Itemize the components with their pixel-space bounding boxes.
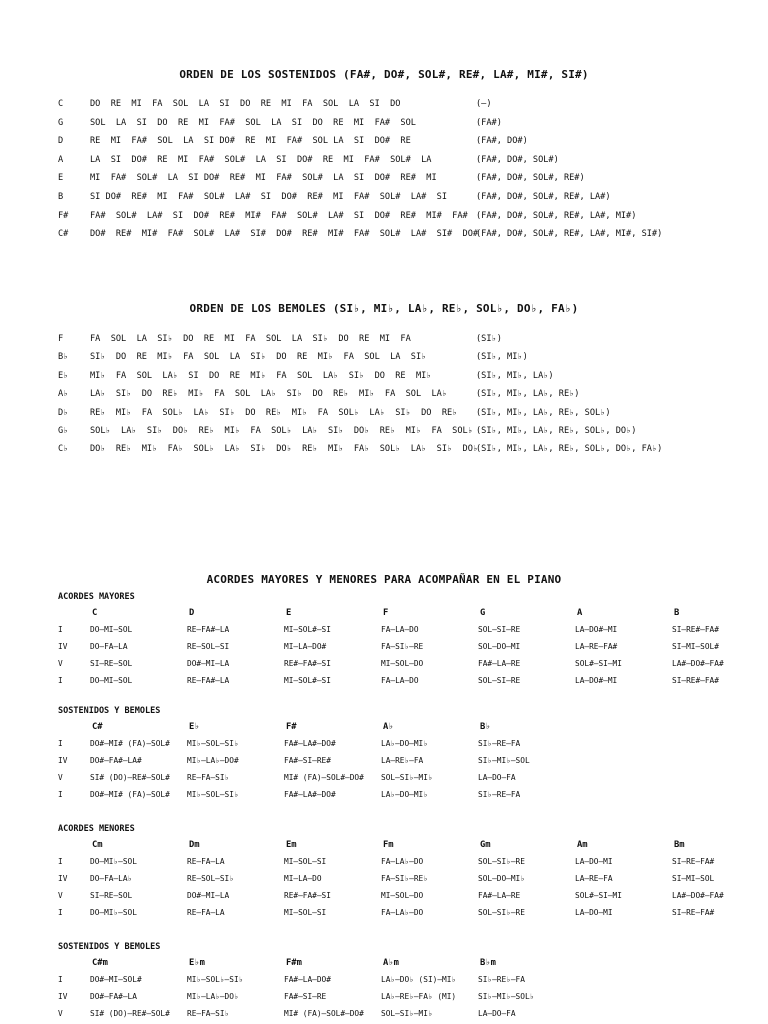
key-label: E	[58, 173, 64, 184]
scale-notes: LA SI DO# RE MI FA# SOL# LA SI DO# RE MI FA# SOL# LA	[90, 154, 432, 165]
chord-key-header: C	[92, 608, 98, 618]
key-label: A	[58, 154, 64, 165]
chord-notes: MI–SOL#–SI	[284, 625, 331, 634]
key-label: C♭	[58, 444, 69, 455]
chord-notes: RE–SOL–SI♭	[187, 874, 234, 883]
chord-notes: MI# (FA)–SOL#–DO#	[284, 1009, 364, 1018]
chord-notes: DO#–MI# (FA)–SOL#	[90, 739, 170, 748]
chord-notes: MI–SOL–DO	[381, 891, 424, 900]
chord-key-header: F#m	[286, 958, 302, 968]
chord-notes: FA#–LA#–DO#	[284, 790, 336, 799]
chord-notes: LA–DO#–MI	[575, 625, 618, 634]
key-label: B	[58, 192, 64, 202]
chord-notes: LA♭–DO♭ (SI)–MI♭	[381, 975, 457, 984]
accidentals-list: (SI♭, MI♭, LA♭)	[476, 370, 554, 381]
chord-key-header: Fm	[383, 840, 394, 850]
chord-key-header: C#	[92, 722, 103, 732]
scale-row	[0, 426, 768, 443]
chord-notes: MI–SOL–SI	[284, 908, 327, 917]
scale-row	[0, 408, 768, 425]
scale-row	[0, 371, 768, 388]
scale-row	[0, 444, 768, 461]
chord-key-header: Bm	[674, 840, 685, 850]
chord-notes: RE–FA#–LA	[187, 676, 230, 685]
chord-key-header: Gm	[480, 840, 491, 850]
chord-notes: DO#–MI–LA	[187, 659, 230, 668]
scale-notes: DO# RE# MI# FA# SOL# LA# SI# DO# RE# MI# FA# SOL# LA# SI# DO#	[90, 229, 479, 240]
chord-notes: SI–RE–SOL	[90, 891, 133, 900]
chord-notes: MI♭–SOL–SI♭	[187, 739, 239, 748]
chord-notes: SI–RE#–FA#	[672, 676, 719, 685]
degree-label: I	[58, 625, 63, 634]
degree-label: V	[58, 891, 63, 900]
chord-notes: SOL#–SI–MI	[575, 659, 622, 668]
scale-row	[0, 352, 768, 369]
chord-notes: FA#–SI–RE	[284, 992, 327, 1001]
chord-notes: SOL–DO–MI	[478, 642, 521, 651]
chord-notes: SI♭–RE–FA	[478, 790, 521, 799]
accidentals-list: (FA#, DO#, SOL#, RE#, LA#, MI#, SI#)	[476, 229, 663, 240]
scale-row	[0, 99, 768, 116]
chord-key-header: Em	[286, 840, 297, 850]
chord-notes: SOL–SI–RE	[478, 676, 521, 685]
chord-notes: MI–SOL–SI	[284, 857, 327, 866]
section-label: ACORDES MAYORES	[58, 592, 135, 602]
chord-key-header: E♭	[189, 722, 200, 732]
section-label: SOSTENIDOS Y BEMOLES	[58, 942, 161, 952]
chord-key-header: F#	[286, 722, 297, 732]
chord-notes: FA#–SI–RE#	[284, 756, 331, 765]
accidentals-list: (FA#, DO#, SOL#, RE#, LA#)	[476, 192, 611, 202]
key-label: F	[58, 334, 64, 344]
degree-label: I	[58, 908, 63, 917]
chord-notes: FA#–LA–RE	[478, 891, 521, 900]
chord-key-header: E♭m	[189, 958, 205, 968]
chord-notes: MI–SOL–DO	[381, 659, 424, 668]
accidentals-list: (–)	[476, 99, 492, 109]
chord-key-header: E	[286, 608, 292, 618]
chord-key-header: B♭m	[480, 958, 496, 968]
scale-row	[0, 229, 768, 246]
chord-key-header: Am	[577, 840, 588, 850]
degree-label: IV	[58, 642, 68, 651]
chord-notes: SI–MI–SOL#	[672, 642, 719, 651]
chord-notes: SI♭–MI♭–SOL	[478, 756, 530, 765]
chord-notes: SI–MI–SOL	[672, 874, 715, 883]
chord-notes: LA–RE♭–FA	[381, 756, 424, 765]
chord-key-header: A♭m	[383, 958, 399, 968]
chord-notes: LA♭–DO–MI♭	[381, 790, 428, 799]
chord-notes: RE–FA–SI♭	[187, 773, 230, 782]
accidentals-list: (FA#, DO#, SOL#)	[476, 154, 559, 165]
flats-title: ORDEN DE LOS BEMOLES (SI♭, MI♭, LA♭, RE♭, SOL♭, DO♭, FA♭)	[189, 302, 579, 315]
accidentals-list: (FA#, DO#, SOL#, RE#)	[476, 173, 585, 184]
chord-notes: RE–FA#–LA	[187, 625, 230, 634]
scale-row	[0, 192, 768, 209]
chord-notes: DO–MI–SOL	[90, 625, 133, 634]
scale-row	[0, 173, 768, 190]
chord-notes: SI–RE–FA#	[672, 908, 715, 917]
accidentals-list: (SI♭, MI♭)	[476, 352, 528, 363]
chord-key-header: F	[383, 608, 389, 618]
scale-row	[0, 334, 768, 351]
scale-notes: MI FA# SOL# LA SI DO# RE# MI FA# SOL# LA SI DO# RE# MI	[90, 173, 437, 184]
chord-notes: DO–FA–LA♭	[90, 874, 133, 883]
chord-notes: DO#–MI–LA	[187, 891, 230, 900]
chord-notes: FA–LA♭–DO	[381, 857, 424, 866]
chord-notes: SI–RE#–FA#	[672, 625, 719, 634]
chord-notes: DO#–MI–SOL#	[90, 975, 142, 984]
chord-key-header: G	[480, 608, 486, 618]
chord-notes: MI♭–LA♭–DO#	[187, 756, 239, 765]
chords-title: ACORDES MAYORES Y MENORES PARA ACOMPAÑAR EN EL PIANO	[206, 573, 562, 586]
degree-label: I	[58, 676, 63, 685]
chord-notes: SI# (DO)–RE#–SOL#	[90, 1009, 170, 1018]
chord-notes: LA♭–DO–MI♭	[381, 739, 428, 748]
chord-notes: RE#–FA#–SI	[284, 659, 331, 668]
chord-notes: SOL–SI♭–RE	[478, 908, 525, 917]
chord-notes: DO#–MI# (FA)–SOL#	[90, 790, 170, 799]
scale-notes: RE MI FA# SOL LA SI DO# RE MI FA# SOL LA SI DO# RE	[90, 136, 411, 147]
key-label: B♭	[58, 352, 69, 363]
chord-key-header: B♭	[480, 722, 491, 732]
chord-notes: DO#–FA#–LA#	[90, 756, 142, 765]
key-label: D	[58, 136, 64, 147]
degree-label: V	[58, 773, 63, 782]
chord-notes: DO–MI♭–SOL	[90, 908, 137, 917]
chord-notes: LA–DO–FA	[478, 773, 516, 782]
scale-notes: LA♭ SI♭ DO RE♭ MI♭ FA SOL LA♭ SI♭ DO RE♭ MI♭ FA SOL LA♭	[90, 389, 447, 400]
accidentals-list: (SI♭, MI♭, LA♭, RE♭, SOL♭, DO♭)	[476, 426, 637, 436]
chord-notes: RE–FA–LA	[187, 857, 225, 866]
scale-notes: RE♭ MI♭ FA SOL♭ LA♭ SI♭ DO RE♭ MI♭ FA SOL♭ LA♭ SI♭ DO RE♭	[90, 407, 458, 418]
chord-notes: FA–LA♭–DO	[381, 908, 424, 917]
chord-notes: SI♭–RE–FA	[478, 739, 521, 748]
scale-notes: FA SOL LA SI♭ DO RE MI FA SOL LA SI♭ DO RE MI FA	[90, 334, 411, 344]
chord-notes: DO#–FA#–LA	[90, 992, 137, 1001]
chord-notes: SOL–DO–MI♭	[478, 874, 525, 883]
chord-notes: DO–FA–LA	[90, 642, 128, 651]
chord-notes: FA#–LA–DO#	[284, 975, 331, 984]
chord-notes: SI–RE–FA#	[672, 857, 715, 866]
chord-notes: LA–RE–FA	[575, 874, 613, 883]
chord-key-header: D	[189, 608, 195, 618]
chord-notes: SI–RE–SOL	[90, 659, 133, 668]
scale-notes: SOL♭ LA♭ SI♭ DO♭ RE♭ MI♭ FA SOL♭ LA♭ SI♭ DO♭ RE♭ MI♭ FA SOL♭	[90, 426, 473, 436]
chord-notes: SOL–SI♭–MI♭	[381, 1009, 433, 1018]
scale-notes: SOL LA SI DO RE MI FA# SOL LA SI DO RE MI FA# SOL	[90, 117, 416, 128]
chord-notes: SOL–SI♭–RE	[478, 857, 525, 866]
chord-notes: SI♭–MI♭–SOL♭	[478, 992, 535, 1001]
key-label: C	[58, 99, 64, 109]
scale-notes: MI♭ FA SOL LA♭ SI DO RE MI♭ FA SOL LA♭ SI♭ DO RE MI♭	[90, 370, 432, 381]
chord-notes: RE–SOL–SI	[187, 642, 230, 651]
chord-notes: MI♭–SOL♭–SI♭	[187, 975, 244, 984]
chord-notes: FA#–LA#–DO#	[284, 739, 336, 748]
accidentals-list: (FA#)	[476, 117, 502, 128]
chord-notes: LA#–DO#–FA#	[672, 659, 724, 668]
chord-key-header: Cm	[92, 840, 103, 850]
degree-label: IV	[58, 874, 68, 883]
accidentals-list: (SI♭, MI♭, LA♭, RE♭, SOL♭, DO♭, FA♭)	[476, 444, 663, 455]
chord-notes: LA#–DO#–FA#	[672, 891, 724, 900]
chord-notes: RE–FA–LA	[187, 908, 225, 917]
chord-notes: MI–LA–DO#	[284, 642, 327, 651]
scale-row	[0, 211, 768, 228]
scale-row	[0, 136, 768, 153]
degree-label: I	[58, 975, 63, 984]
degree-label: V	[58, 1009, 63, 1018]
chord-notes: FA–SI♭–RE♭	[381, 874, 428, 883]
key-label: D♭	[58, 407, 69, 418]
key-label: G♭	[58, 426, 69, 436]
chord-notes: MI♭–LA♭–DO♭	[187, 992, 239, 1001]
chord-notes: RE#–FA#–SI	[284, 891, 331, 900]
accidentals-list: (SI♭, MI♭, LA♭, RE♭, SOL♭)	[476, 407, 611, 418]
section-label: SOSTENIDOS Y BEMOLES	[58, 706, 161, 716]
key-label: E♭	[58, 370, 69, 381]
chord-notes: SI# (DO)–RE#–SOL#	[90, 773, 170, 782]
key-label: A♭	[58, 389, 69, 400]
chord-notes: LA–DO–MI	[575, 908, 613, 917]
scale-notes: SI♭ DO RE MI♭ FA SOL LA SI♭ DO RE MI♭ FA SOL LA SI♭	[90, 352, 427, 363]
scale-notes: DO♭ RE♭ MI♭ FA♭ SOL♭ LA♭ SI♭ DO♭ RE♭ MI♭ FA♭ SOL♭ LA♭ SI♭ DO♭	[90, 444, 479, 455]
chord-notes: LA–DO#–MI	[575, 676, 618, 685]
chord-notes: DO–MI–SOL	[90, 676, 133, 685]
chord-key-header: Dm	[189, 840, 200, 850]
degree-label: V	[58, 659, 63, 668]
scale-notes: SI DO# RE# MI FA# SOL# LA# SI DO# RE# MI FA# SOL# LA# SI	[90, 192, 447, 202]
chord-notes: DO–MI♭–SOL	[90, 857, 137, 866]
accidentals-list: (FA#, DO#, SOL#, RE#, LA#, MI#)	[476, 210, 637, 221]
degree-label: I	[58, 790, 63, 799]
chord-notes: FA#–LA–RE	[478, 659, 521, 668]
chord-notes: SOL–SI–RE	[478, 625, 521, 634]
scale-notes: FA# SOL# LA# SI DO# RE# MI# FA# SOL# LA# SI DO# RE# MI# FA#	[90, 210, 468, 221]
chord-notes: LA–DO–MI	[575, 857, 613, 866]
chord-notes: FA–LA–DO	[381, 676, 419, 685]
degree-label: I	[58, 739, 63, 748]
chord-notes: LA–DO–FA	[478, 1009, 516, 1018]
degree-label: IV	[58, 992, 68, 1001]
key-label: C#	[58, 229, 69, 240]
chord-notes: LA♭–RE♭–FA♭ (MI)	[381, 992, 457, 1001]
chord-notes: MI# (FA)–SOL#–DO#	[284, 773, 364, 782]
scale-row	[0, 389, 768, 406]
section-label: ACORDES MENORES	[58, 824, 135, 834]
chord-notes: MI–SOL#–SI	[284, 676, 331, 685]
chord-notes: FA–LA–DO	[381, 625, 419, 634]
scale-notes: DO RE MI FA SOL LA SI DO RE MI FA SOL LA SI DO	[90, 99, 401, 109]
key-label: G	[58, 117, 64, 128]
chord-key-header: A♭	[383, 722, 394, 732]
degree-label: IV	[58, 756, 68, 765]
key-label: F#	[58, 210, 69, 221]
sharps-title: ORDEN DE LOS SOSTENIDOS (FA#, DO#, SOL#, RE#, LA#, MI#, SI#)	[179, 68, 589, 81]
chord-notes: MI♭–SOL–SI♭	[187, 790, 239, 799]
chord-notes: LA–RE–FA#	[575, 642, 618, 651]
accidentals-list: (SI♭)	[476, 334, 502, 344]
accidentals-list: (SI♭, MI♭, LA♭, RE♭)	[476, 389, 580, 400]
chord-notes: SOL–SI♭–MI♭	[381, 773, 433, 782]
accidentals-list: (FA#, DO#)	[476, 136, 528, 147]
chord-notes: MI–LA–DO	[284, 874, 322, 883]
chord-key-header: B	[674, 608, 680, 618]
chord-notes: RE–FA–SI♭	[187, 1009, 230, 1018]
degree-label: I	[58, 857, 63, 866]
chord-notes: SI♭–RE♭–FA	[478, 975, 525, 984]
chord-key-header: A	[577, 608, 583, 618]
scale-row	[0, 155, 768, 172]
chord-notes: FA–SI♭–RE	[381, 642, 424, 651]
chord-notes: SOL#–SI–MI	[575, 891, 622, 900]
scale-row	[0, 118, 768, 135]
chord-key-header: C#m	[92, 958, 108, 968]
